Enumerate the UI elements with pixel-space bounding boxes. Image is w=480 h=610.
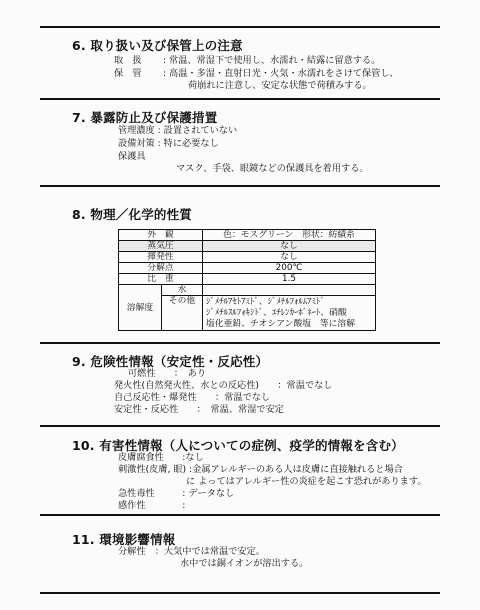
sensitization: 感作性 : bbox=[118, 500, 186, 511]
solubility-label: 溶解度 bbox=[119, 285, 162, 331]
table-row bbox=[119, 263, 376, 274]
degradability-cont: 水中では銅イオンが溶出する。 bbox=[180, 558, 309, 569]
protective-equipment-label: 保護具 bbox=[118, 151, 146, 162]
other-solvents-line: 塩化亜鉛、チオシアン酸塩 等に溶解 bbox=[206, 318, 356, 329]
volatility-value: なし bbox=[203, 252, 376, 263]
specific-gravity-value: 1.5 bbox=[203, 274, 376, 285]
other-solvents-line: ｼﾞﾒﾁﾙｱｾﾄｱﾐﾄﾞ、ｼﾞﾒﾁﾙﾌｫﾙﾑｱﾐﾄﾞ bbox=[206, 296, 325, 307]
water-label: 水 bbox=[162, 285, 203, 296]
appearance-value: 色：モスグリーン 形状：紡績糸 bbox=[203, 230, 376, 241]
flammability: 可燃性 ： あり bbox=[128, 368, 207, 379]
storage-text-cont: 荷崩れに注意し、安定な状態で荷積みする。 bbox=[188, 80, 372, 91]
section-divider bbox=[40, 514, 440, 516]
vapor-pressure-value: なし bbox=[203, 241, 376, 252]
section-9-heading: 9. 危険性情報（安定性・反応性） bbox=[72, 354, 269, 369]
other-solvents-value bbox=[203, 296, 376, 331]
properties-table bbox=[118, 229, 376, 331]
section-divider bbox=[40, 185, 440, 187]
ignitability: 発火性(自然発火性、水との反応性) ：常温でなし bbox=[114, 380, 333, 391]
stability-reactivity: 安定性・反応性 ： 常温、常湿で安定 bbox=[114, 404, 284, 415]
section-divider bbox=[40, 342, 440, 344]
storage-text: : 高温・多湿・直射日光・火気・水濡れをさけて保管し、 bbox=[163, 68, 399, 79]
other-solvents-line: ｼﾞﾒﾁﾙｽﾙﾌｫｷｼﾄﾞ、ｴﾁﾚﾝｶｰﾎﾞﾈｰﾄ、硝酸 bbox=[206, 307, 347, 318]
storage-label: 保 管 bbox=[114, 68, 142, 79]
other-solvents-label: その他 bbox=[162, 296, 203, 331]
handling-text: : 常温、常湿下で使用し、水濡れ・結露に留意する。 bbox=[163, 55, 381, 66]
section-divider bbox=[40, 425, 440, 427]
section-divider bbox=[40, 592, 440, 594]
section-6-heading: 6. 取り扱い及び保管上の注意 bbox=[72, 38, 243, 53]
irritation: 刺激性(皮膚, 眼) :金属アレルギーのある人は皮膚に直接触れると場合 bbox=[118, 464, 403, 475]
control-concentration: 管理濃度 : 設置されていない bbox=[118, 125, 238, 136]
table-row bbox=[119, 241, 376, 252]
section-divider bbox=[40, 26, 440, 28]
acute-toxicity: 急性毒性 : データなし bbox=[118, 488, 235, 499]
section-10-heading: 10. 有害性情報（人についての症例、疫学的情報を含む） bbox=[72, 438, 404, 453]
section-8-heading: 8. 物理／化学的性質 bbox=[72, 207, 192, 222]
table-row bbox=[119, 252, 376, 263]
appearance-label: 外 観 bbox=[119, 230, 203, 241]
equipment-measures: 設備対策 : 特に必要なし bbox=[118, 138, 219, 149]
table-row bbox=[119, 230, 376, 241]
specific-gravity-label: 比 重 bbox=[119, 274, 203, 285]
section-7-heading: 7. 暴露防止及び保護措置 bbox=[72, 110, 218, 125]
irritation-cont: に よってはアレルギー性の炎症を起こす恐れがあります。 bbox=[186, 476, 427, 487]
decomposition-value: 200℃ bbox=[203, 263, 376, 274]
table-row bbox=[119, 274, 376, 285]
protective-equipment-text: マスク、手袋、眼鏡などの保護具を着用する。 bbox=[176, 163, 369, 174]
water-value bbox=[203, 285, 376, 296]
vapor-pressure-label: 蒸気圧 bbox=[119, 241, 203, 252]
table-row bbox=[119, 285, 376, 296]
degradability: 分解性 ：大気中では常温で安定。 bbox=[118, 546, 265, 557]
self-reactivity: 自己反応性・爆発性 ：常温でなし bbox=[114, 392, 271, 403]
skin-corrosion: 皮膚腐食性 :なし bbox=[118, 452, 204, 463]
volatility-label: 揮発性 bbox=[119, 252, 203, 263]
section-divider bbox=[40, 98, 440, 100]
decomposition-label: 分解点 bbox=[119, 263, 203, 274]
section-11-heading: 11. 環境影響情報 bbox=[72, 532, 176, 547]
handling-label: 取 扱 bbox=[114, 55, 142, 66]
